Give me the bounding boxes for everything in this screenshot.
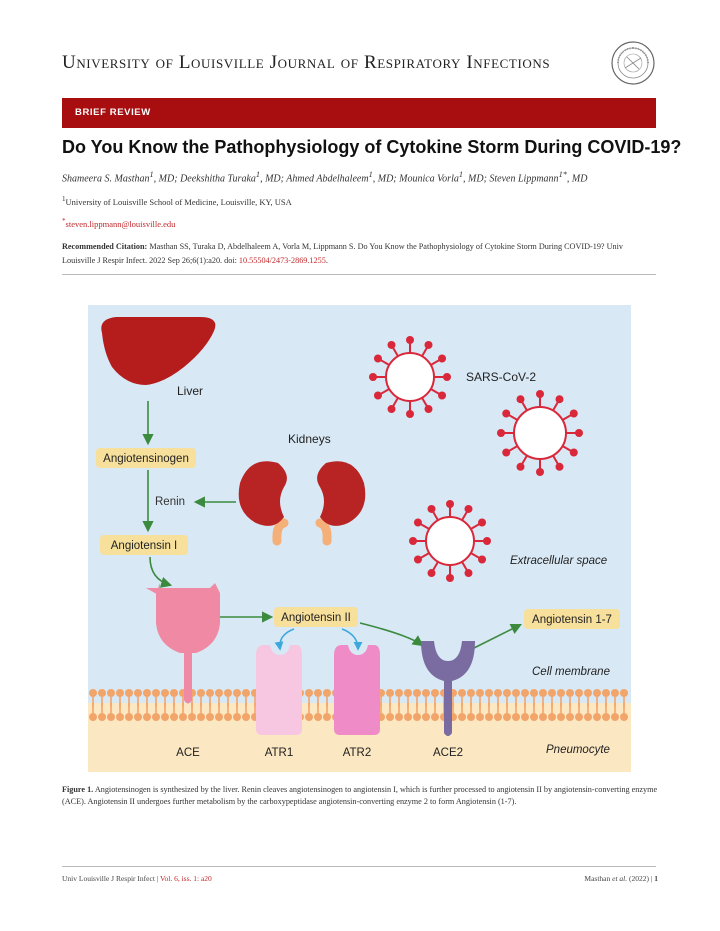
article-type-label: BRIEF REVIEW — [75, 107, 151, 118]
extracellular-space-label: Extracellular space — [510, 555, 608, 567]
author-degree: , MD — [566, 173, 588, 185]
citation-doi-link[interactable]: 10.55504/2473-2869.1255 — [238, 256, 326, 265]
angiotensinogen-label: Angiotensinogen — [103, 453, 189, 465]
article-type-banner — [62, 98, 656, 128]
cell-membrane-label: Cell membrane — [532, 666, 610, 678]
article-title: Do You Know the Pathophysiology of Cytokine Storm During COVID-19? — [62, 137, 682, 157]
author-affiliation-marker: 1 — [149, 170, 154, 179]
author-name: Ahmed Abdelhaleem — [286, 173, 369, 185]
citation-text: Masthan SS, Turaka D, Abdelhaleem A, Vorla M, Lippmann S. Do You Know the Pathophysiology of Cytokine Storm During COVID-19? Univ Louisville J Respir Infect. 2022 Sep 26;6(1):a20. doi: — [62, 242, 623, 265]
angiotensin2-label: Angiotensin II — [281, 612, 351, 624]
author-name: Shameera S. Masthan — [62, 173, 150, 185]
citation-label: Recommended Citation: — [62, 242, 148, 251]
footer-author: Masthan — [584, 874, 613, 883]
footer-page-number: 1 — [654, 874, 658, 883]
atr1-label: ATR1 — [264, 747, 294, 759]
corresponding-email[interactable] — [62, 217, 175, 229]
sars-cov-2-label: SARS-CoV-2 — [466, 370, 537, 384]
affiliation — [62, 195, 292, 207]
author-name: Steven Lippmann — [489, 173, 559, 185]
author-name: Mounica Vorla — [399, 173, 459, 185]
author-affiliation-marker: 1 — [255, 170, 261, 179]
atr2-label: ATR2 — [342, 747, 372, 759]
ace-label: ACE — [176, 747, 200, 759]
ace2-label: ACE2 — [432, 747, 464, 759]
author-degree: , MD; — [153, 173, 181, 185]
journal-title: University of Louisville Journal of Respiratory Infections — [62, 52, 551, 73]
pneumocyte-label: Pneumocyte — [546, 744, 610, 756]
affiliation-marker: 1 — [62, 195, 66, 203]
author-affiliation-marker: 1 — [368, 170, 373, 179]
footer-journal: Univ Louisville J Respir Infect — [62, 874, 155, 883]
figure-caption-text: Angiotensinogen is synthesized by the liver. Renin cleaves angiotensinogen to angiotensin I, which is further processed to angiotensin II by angiotensin-converting enzyme (ACE). Angiotensin II undergoes further metabolism by the carboxypeptidase angiotensin-converting enzyme 2 to form Angiotensin (1-7). — [62, 785, 658, 806]
footer-divider — [62, 866, 656, 867]
atr1-receptor — [256, 645, 302, 735]
footer-page-info — [584, 874, 658, 883]
recommended-citation — [62, 240, 658, 268]
author-degree: , MD; — [372, 173, 400, 185]
figure-caption — [62, 784, 658, 807]
figure-caption-label: Figure 1. — [62, 785, 94, 794]
university-seal-icon — [610, 40, 656, 86]
renin-label: Renin — [155, 496, 186, 508]
figure-1-diagram — [88, 305, 631, 772]
angiotensin1-label: Angiotensin I — [110, 540, 178, 552]
author-degree: , MD; — [260, 173, 287, 185]
header-divider — [62, 274, 656, 275]
author-list — [62, 170, 587, 184]
atr2-receptor — [334, 645, 380, 735]
citation-end: . — [325, 256, 328, 265]
footer-et-al: et al. — [612, 874, 628, 883]
author-affiliation-marker: 1* — [558, 170, 567, 179]
footer-journal-info — [62, 874, 212, 883]
angiotensin17-label: Angiotensin 1-7 — [532, 614, 612, 626]
ace-receptor-head — [156, 583, 220, 653]
footer-separator: | — [154, 874, 161, 883]
author-name: Deekshitha Turaka — [180, 173, 256, 185]
author-degree: , MD; — [463, 173, 490, 185]
kidneys-label: Kidneys — [288, 432, 331, 446]
liver-label: Liver — [177, 384, 204, 398]
footer-year: (2022) | — [627, 874, 655, 883]
email-link[interactable]: steven.lippmann@louisville.edu — [65, 218, 176, 229]
footer-volume-link[interactable]: Vol. 6, iss. 1: a20 — [160, 874, 212, 883]
affiliation-text: University of Louisville School of Medicine, Louisville, KY, USA — [65, 196, 292, 207]
author-affiliation-marker: 1 — [458, 170, 464, 179]
email-marker: * — [62, 217, 66, 225]
